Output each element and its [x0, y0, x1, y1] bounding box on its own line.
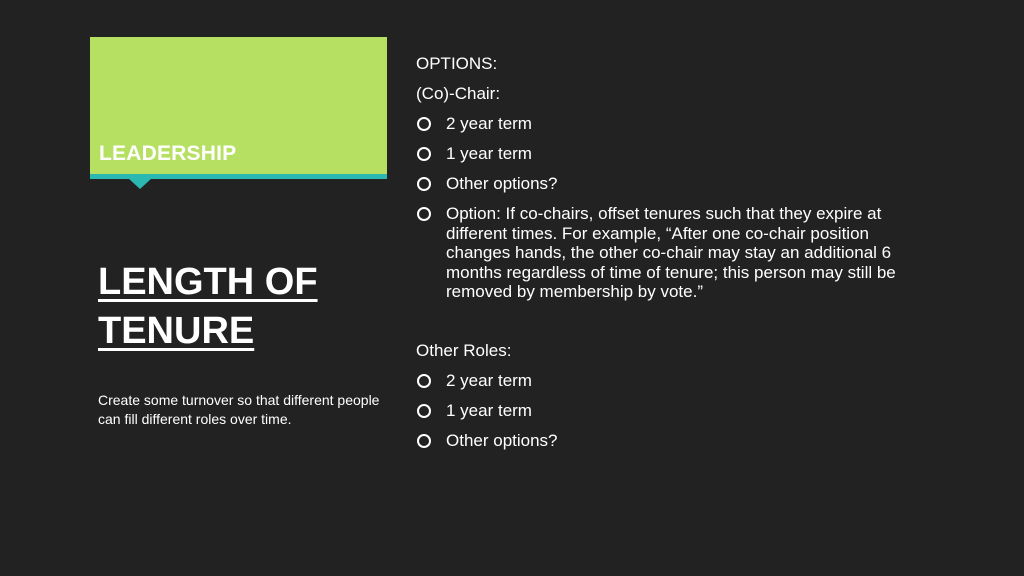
list-item	[416, 142, 936, 172]
bullet-circle-icon	[417, 117, 431, 131]
options-heading: OPTIONS:	[416, 54, 498, 73]
section-label: LEADERSHIP	[99, 142, 237, 165]
slide-subtitle: Create some turnover so that different people can fill different roles over time.	[98, 392, 380, 427]
content-body	[416, 52, 936, 459]
list-item-text: Other options?	[446, 430, 558, 450]
list-item	[416, 202, 936, 302]
list-item-text: 2 year term	[446, 370, 532, 390]
list-item-text: Other options?	[446, 174, 558, 193]
bullet-circle-icon	[417, 177, 431, 191]
slide-title: LENGTH OF TENURE	[98, 261, 318, 352]
cochair-heading: (Co)-Chair:	[416, 84, 501, 103]
bullet-circle-icon	[417, 404, 431, 418]
list-item-text: 2 year term	[446, 114, 532, 133]
other-roles-heading: Other Roles:	[416, 340, 512, 360]
list-item-text: 1 year term	[446, 144, 532, 163]
list-item	[416, 369, 936, 399]
list-item-text: Option: If co-chairs, offset tenures such that they expire at different times. For example, “After one co-chair position changes hands, the other co-chair may stay an additional 6 months regardless of time of tenure; this person may still be removed by membership by vote.”	[446, 204, 896, 301]
list-item-text: 1 year term	[446, 400, 532, 420]
section-header-arrow-icon	[128, 178, 152, 189]
bullet-circle-icon	[417, 374, 431, 388]
bullet-circle-icon	[417, 207, 431, 221]
list-item	[416, 112, 936, 142]
bullet-circle-icon	[417, 434, 431, 448]
list-item	[416, 399, 936, 429]
bullet-circle-icon	[417, 147, 431, 161]
list-item	[416, 429, 936, 459]
list-item	[416, 172, 936, 202]
